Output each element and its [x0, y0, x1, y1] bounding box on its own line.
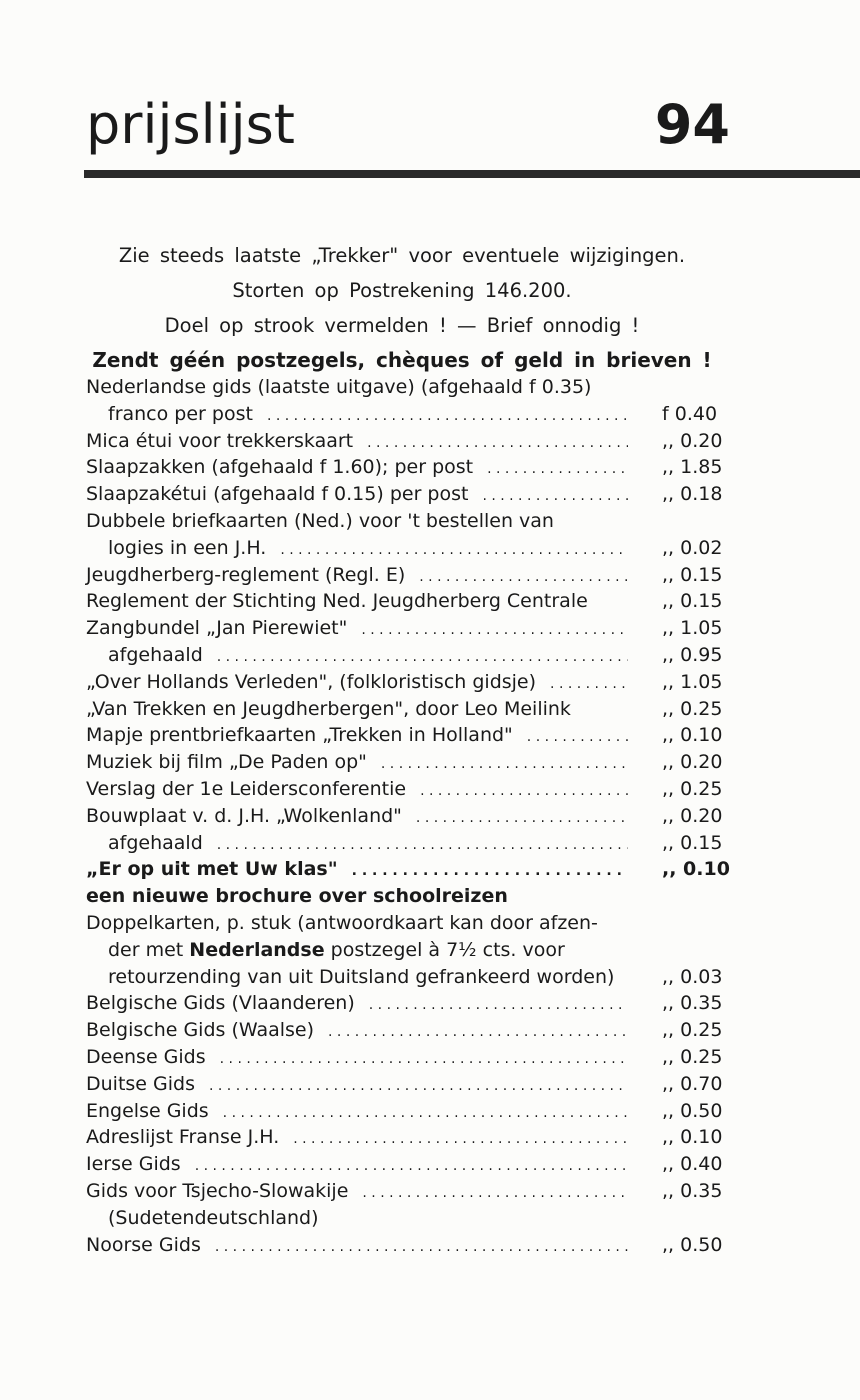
item-label: logies in een J.H.	[108, 536, 267, 559]
item-price: ,, 0.15	[662, 831, 723, 854]
price-row	[86, 1124, 732, 1151]
item-price: ,, 1.05	[662, 617, 723, 640]
price-row	[86, 776, 732, 803]
item-label: Muziek bij film „De Paden op"	[86, 751, 367, 774]
price-row	[86, 562, 732, 589]
price-row	[86, 588, 732, 615]
item-label: Belgische Gids (Vlaanderen)	[86, 992, 355, 1015]
item-price: ,, 0.95	[662, 643, 723, 666]
item-label: Dubbele briefkaarten (Ned.) voor 't bestellen van	[86, 509, 554, 532]
price-row-highlight	[86, 856, 732, 883]
item-price: ,, 0.25	[662, 1019, 723, 1042]
item-label: afgehaald	[108, 831, 203, 854]
price-row	[86, 401, 732, 428]
price-row	[86, 669, 732, 696]
item-label: Adreslijst Franse J.H.	[86, 1126, 280, 1149]
item-price: ,, 0.20	[662, 804, 723, 827]
item-price: ,, 0.03	[662, 965, 723, 988]
item-price: ,, 1.85	[662, 456, 723, 479]
item-price: ,, 0.40	[662, 1153, 723, 1176]
item-price: ,, 0.15	[662, 563, 723, 586]
item-price: ,, 0.70	[662, 1072, 723, 1095]
item-price: ,, 0.35	[662, 992, 723, 1015]
notice-line: Doel op strook vermelden ! — Brief onnodig !	[164, 314, 640, 337]
item-label: Engelse Gids	[86, 1099, 209, 1122]
item-label: „Van Trekken en Jeugdherbergen", door Leo Meilink	[86, 697, 571, 720]
price-row	[86, 1098, 732, 1125]
item-price: ,, 0.25	[662, 1045, 723, 1068]
item-price: ,, 1.05	[662, 670, 723, 693]
price-row	[86, 374, 732, 401]
item-price: ,, 0.50	[662, 1233, 723, 1256]
price-row	[86, 803, 732, 830]
item-label: Doppelkarten, p. stuk (antwoordkaart kan door afzen-	[86, 911, 598, 934]
price-row	[86, 454, 732, 481]
item-label: Mapje prentbriefkaarten „Trekken in Holland"	[86, 724, 513, 747]
price-row	[86, 937, 732, 964]
price-row	[86, 830, 732, 857]
price-row	[86, 910, 732, 937]
item-label: retourzending van uit Duitsland gefrankeerd worden)	[108, 965, 615, 988]
item-label: afgehaald	[108, 643, 203, 666]
item-label: Jeugdherberg-reglement (Regl. E)	[86, 563, 406, 586]
item-label: Belgische Gids (Waalse)	[86, 1019, 315, 1042]
item-price: ,, 0.35	[662, 1179, 723, 1202]
price-row	[86, 1178, 732, 1205]
item-price: ,, 0.10	[662, 1126, 723, 1149]
item-price: ,, 0.50	[662, 1099, 723, 1122]
page-title: prijslijst	[86, 93, 295, 156]
price-row	[86, 964, 732, 991]
item-label: Noorse Gids	[86, 1233, 201, 1256]
item-price: ,, 0.10	[662, 858, 730, 881]
item-price: ,, 0.25	[662, 777, 723, 800]
item-price: ,, 0.10	[662, 724, 723, 747]
notice-line: Zie steeds laatste „Trekker" voor eventuele wijzigingen.	[118, 244, 686, 267]
price-row	[86, 722, 732, 749]
item-label: Deense Gids	[86, 1045, 206, 1068]
item-label: Zangbundel „Jan Pierewiet"	[86, 617, 348, 640]
notice-warning: Zendt géén postzegels, chèques of geld in brieven !	[92, 348, 712, 372]
header-rule	[84, 170, 860, 178]
item-label: Reglement der Stichting Ned. Jeugdherberg Centrale	[86, 590, 588, 613]
item-price: ,, 0.18	[662, 483, 723, 506]
item-price: ,, 0.25	[662, 697, 723, 720]
item-label: Bouwplaat v. d. J.H. „Wolkenland"	[86, 804, 402, 827]
price-row-subtitle	[86, 883, 732, 910]
item-price: ,, 0.02	[662, 536, 723, 559]
item-label: Ierse Gids	[86, 1153, 181, 1176]
item-price: ,, 0.20	[662, 429, 723, 452]
price-row	[86, 1071, 732, 1098]
price-row	[86, 1151, 732, 1178]
item-label: Nederlandse gids (laatste uitgave) (afgehaald f 0.35)	[86, 376, 592, 398]
item-label: franco per post	[108, 402, 253, 425]
price-row	[86, 615, 732, 642]
price-list	[86, 374, 732, 1258]
page-number: 94	[654, 93, 730, 156]
price-row	[86, 1232, 732, 1259]
price-row	[86, 535, 732, 562]
item-price: ,, 0.15	[662, 590, 723, 613]
item-label: Gids voor Tsjecho-Slowakije	[86, 1179, 349, 1202]
item-label: der met Nederlandse postzegel à 7½ cts. voor	[108, 938, 565, 961]
price-row	[86, 428, 732, 455]
price-row	[86, 1205, 732, 1232]
notice-block	[86, 238, 718, 378]
item-label: „Over Hollands Verleden", (folkloristisch gidsje)	[86, 670, 537, 693]
item-label: Mica étui voor trekkerskaart	[86, 429, 354, 452]
item-price: ,, 0.20	[662, 751, 723, 774]
item-label: een nieuwe brochure over schoolreizen	[86, 885, 508, 908]
item-label: Duitse Gids	[86, 1072, 195, 1095]
price-row	[86, 696, 732, 723]
item-label: „Er op uit met Uw klas"	[86, 858, 338, 881]
item-price: f 0.40	[662, 402, 718, 425]
item-label: Slaapzakétui (afgehaald f 0.15) per post	[86, 483, 469, 506]
price-row	[86, 508, 732, 535]
price-row	[86, 749, 732, 776]
price-row	[86, 1017, 732, 1044]
price-row	[86, 1044, 732, 1071]
price-row	[86, 642, 732, 669]
item-label: Verslag der 1e Leidersconferentie	[86, 777, 407, 800]
price-row	[86, 481, 732, 508]
item-label: Slaapzakken (afgehaald f 1.60); per post	[86, 456, 474, 479]
price-row	[86, 990, 732, 1017]
notice-line: Storten op Postrekening 146.200.	[232, 279, 572, 302]
item-label: (Sudetendeutschland)	[108, 1206, 319, 1229]
